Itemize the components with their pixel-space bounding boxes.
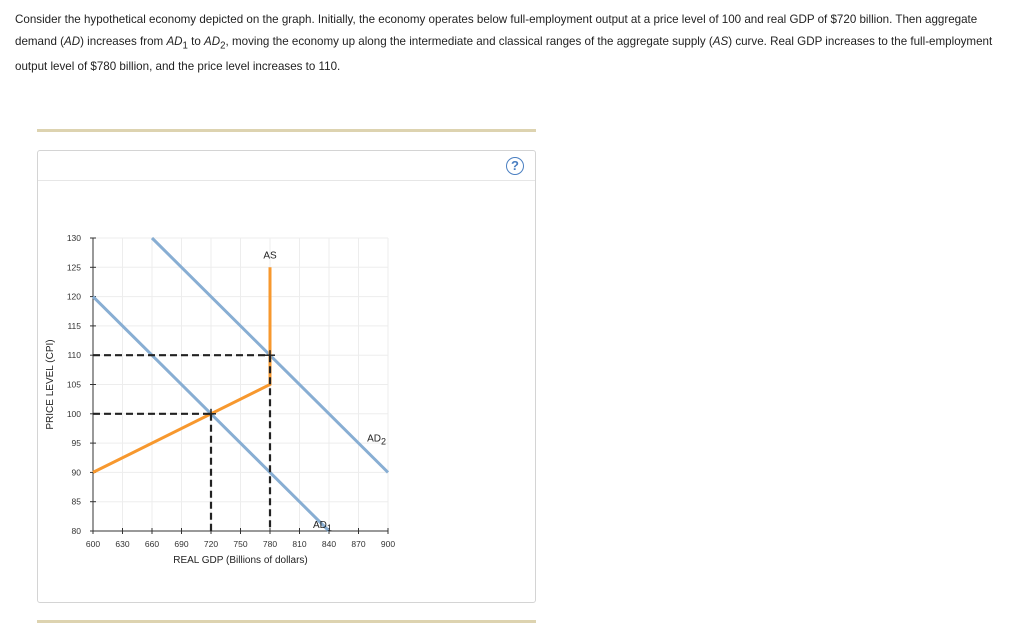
help-button[interactable]: ? <box>506 157 524 175</box>
divider-top <box>37 129 536 132</box>
question-text-part: to <box>187 34 205 48</box>
axes <box>45 233 395 566</box>
y-tick-label: 120 <box>66 291 81 302</box>
divider-bottom <box>37 620 536 623</box>
question-text-ad2: AD <box>204 34 221 48</box>
equilibrium-guides <box>93 350 275 531</box>
curve-label-as: AS <box>263 250 277 262</box>
question-text-as: AS <box>712 34 729 48</box>
x-tick-label: 750 <box>233 539 248 549</box>
x-tick-label: 900 <box>380 539 396 549</box>
x-tick-label: 630 <box>115 539 130 549</box>
x-tick-label: 870 <box>351 539 366 549</box>
grid <box>93 238 388 534</box>
x-tick-label: 810 <box>292 539 307 549</box>
question-text-part: Consider the hypothetical economy depicted on the graph. Initially, the economy operates below full-employment output at a price level of 100 and real GDP of $720 billion. Then aggregate demand ( <box>15 13 978 48</box>
y-tick-label: 80 <box>71 526 81 536</box>
y-tick-label: 105 <box>66 379 81 390</box>
question-text-part: ) curve. Real GDP increases to the full-employment output level of $780 billion, and the price level increases to 110. <box>15 34 993 74</box>
graph-panel <box>37 150 536 603</box>
question-text-ad1: AD <box>166 34 183 48</box>
x-axis-title: REAL GDP (Billions of dollars) <box>173 555 308 566</box>
question-text-ad2-sub: 2 <box>220 39 226 51</box>
y-tick-label: 95 <box>71 438 81 449</box>
x-tick-label: 660 <box>144 539 160 549</box>
x-tick-label: 780 <box>262 539 278 549</box>
x-tick-label: 690 <box>174 539 189 549</box>
y-tick-label: 130 <box>66 233 81 243</box>
y-tick-label: 115 <box>67 320 81 331</box>
labels <box>263 251 386 534</box>
question-text-part: , moving the economy up along the intermediate and classical ranges of the aggregate supply ( <box>225 34 713 48</box>
x-tick-label: 600 <box>85 539 101 549</box>
x-tick-label: 840 <box>321 539 337 549</box>
y-tick-label: 125 <box>66 262 81 273</box>
y-tick-label: 90 <box>71 467 81 478</box>
chart[interactable] <box>38 151 535 602</box>
question-text-part: ) increases from <box>80 34 167 48</box>
y-axis-title: PRICE LEVEL (CPI) <box>45 339 56 430</box>
question-text-ad: AD <box>63 34 81 48</box>
question-text-ad1-sub: 1 <box>182 39 188 51</box>
x-tick-label: 720 <box>203 539 219 549</box>
y-tick-label: 85 <box>71 496 81 507</box>
curve-label-ad2: AD2 <box>367 433 387 447</box>
curve-label-ad1: AD1 <box>313 520 332 534</box>
y-tick-label: 100 <box>66 408 81 419</box>
question-text <box>15 9 1005 78</box>
y-tick-label: 110 <box>67 350 81 361</box>
